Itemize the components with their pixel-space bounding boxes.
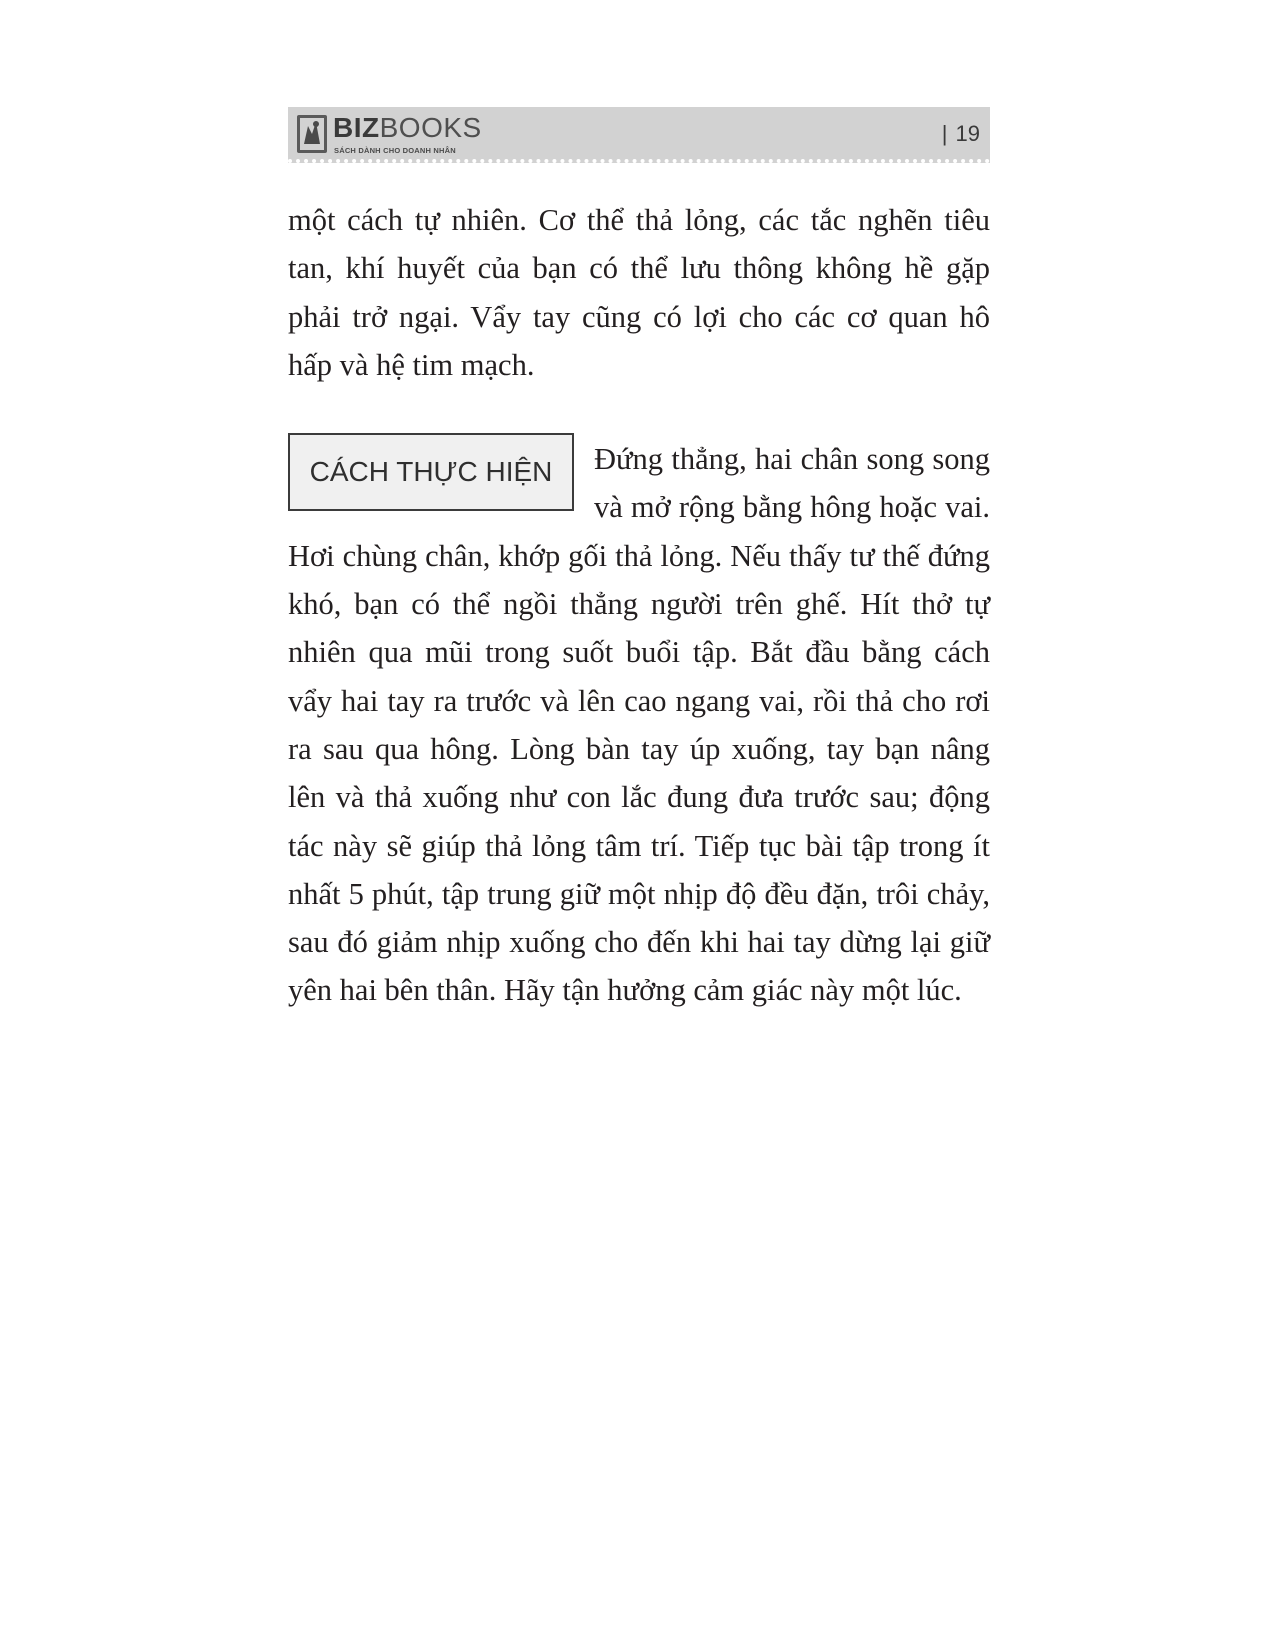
section-label: CÁCH THỰC HIỆN xyxy=(309,456,553,488)
page-number-value: 19 xyxy=(955,121,980,146)
paragraph-1: một cách tự nhiên. Cơ thể thả lỏng, các tắc nghẽn tiêu tan, khí huyết của bạn có thể lưu thông không hề gặp phải trở ngại. Vẩy tay cũng có lợi cho các cơ quan hô hấp và hệ tim mạch. xyxy=(288,203,990,382)
paragraph-2-block xyxy=(288,435,990,1015)
brand-name xyxy=(333,113,482,143)
page-number-divider: | xyxy=(941,121,948,146)
page-header xyxy=(288,107,990,163)
brand-light: BOOKS xyxy=(379,112,482,143)
page-body xyxy=(288,196,990,1015)
section-label-box xyxy=(288,433,574,511)
page-number xyxy=(942,121,980,147)
brand-tagline: SÁCH DÀNH CHO DOANH NHÂN xyxy=(334,146,456,155)
bizbooks-logo-icon xyxy=(296,114,328,154)
paragraph-2: Đứng thẳng, hai chân song song và mở rộng bằng hông hoặc vai. Hơi chùng chân, khớp gối thả lỏng. Nếu thấy tư thế đứng khó, bạn có thể ngồi thẳng người trên ghế. Hít thở tự nhiên qua mũi trong suốt buổi tập. Bắt đầu bằng cách vẩy hai tay ra trước và lên cao ngang vai, rồi thả cho rơi ra sau qua hông. Lòng bàn tay úp xuống, tay bạn nâng lên và thả xuống như con lắc đung đưa trước sau; động tác này sẽ giúp thả lỏng tâm trí. Tiếp tục bài tập trong ít nhất 5 phút, tập trung giữ một nhịp độ đều đặn, trôi chảy, sau đó giảm nhịp xuống cho đến khi hai tay dừng lại giữ yên hai bên thân. Hãy tận hưởng cảm giác này một lúc. xyxy=(288,442,990,1008)
brand-bold: BIZ xyxy=(333,112,380,143)
